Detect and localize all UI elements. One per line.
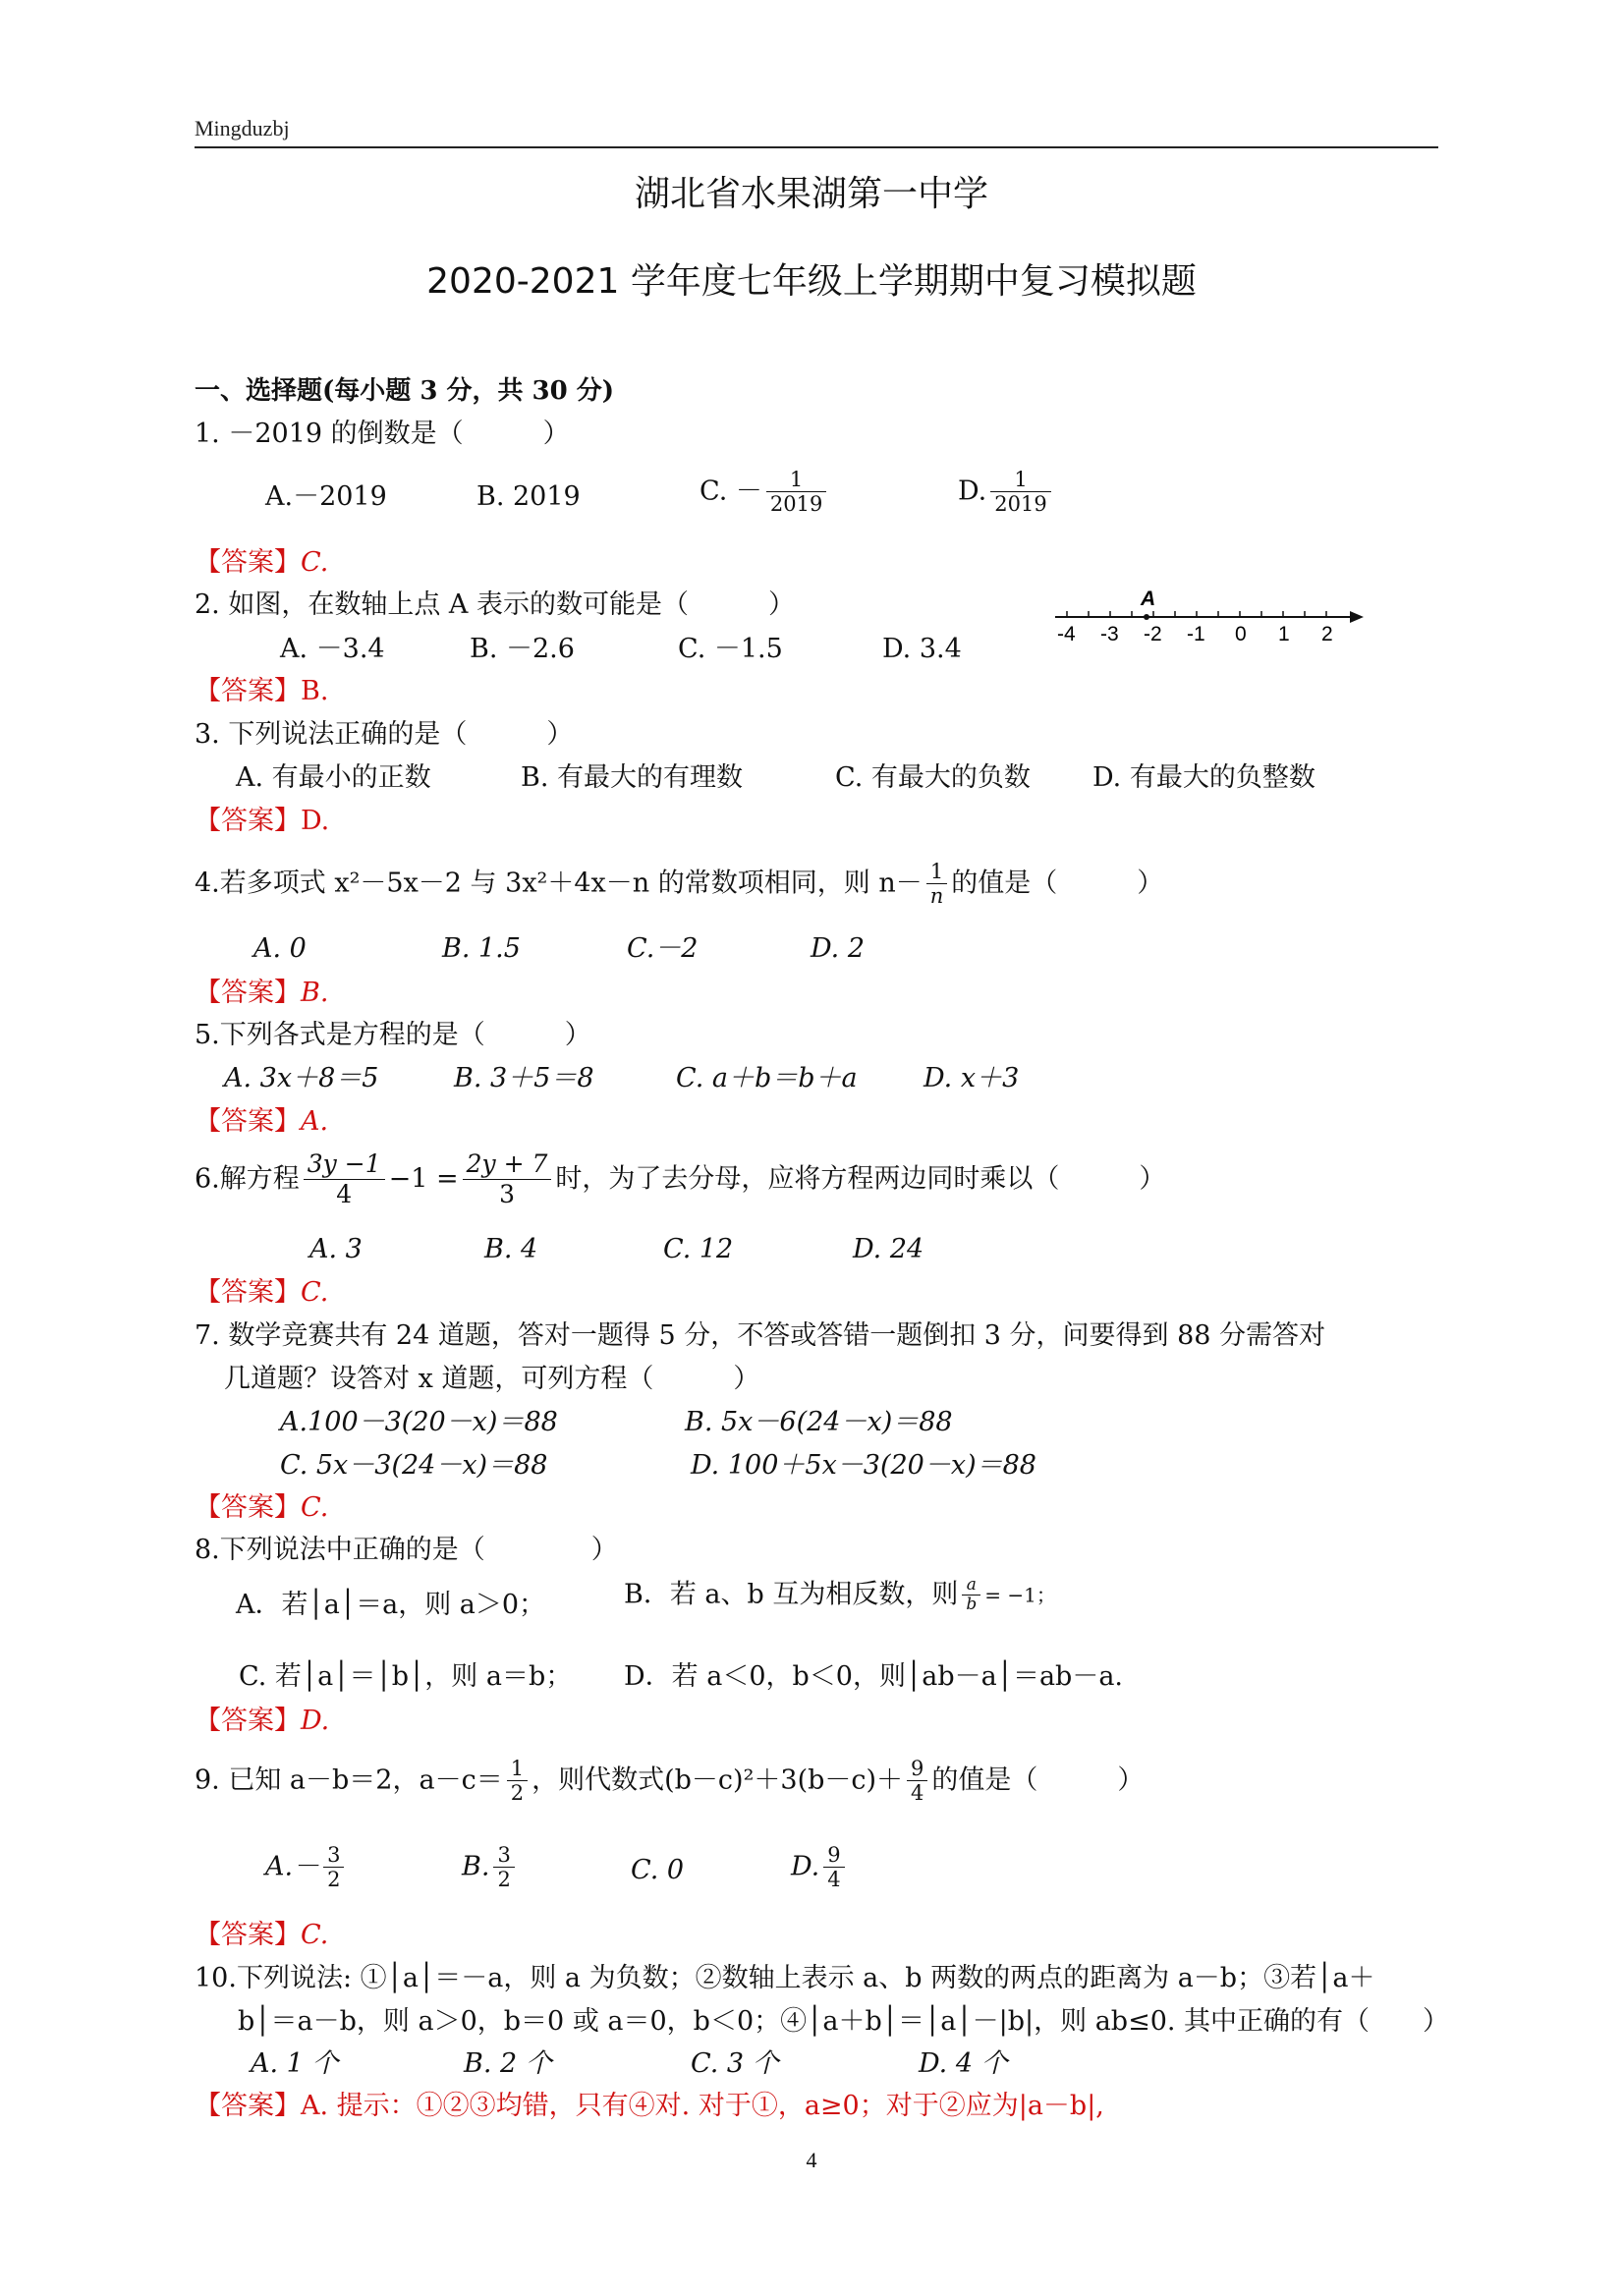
- q8-option-d: D．若 a＜0，b＜0，则│ab－a│＝ab－a.: [624, 1661, 1124, 1692]
- answer-tag: 【答案】: [195, 1492, 301, 1523]
- q6-mid: −1 =: [388, 1163, 459, 1195]
- q3-option-c: C. 有最大的负数: [835, 762, 1031, 793]
- q4-option-c: C.－2: [627, 933, 699, 964]
- q10-option-c: C. 3 个: [691, 2048, 779, 2079]
- q9-option-b-pre: B.: [462, 1851, 490, 1882]
- q5-option-b: B. 3＋5＝8: [454, 1063, 594, 1093]
- q9-answer: [195, 1920, 328, 1951]
- q8-option-b-post: = −1；: [984, 1583, 1056, 1607]
- q4-numerator: 1: [929, 860, 944, 883]
- answer-tag: 【答案】: [195, 2091, 301, 2121]
- q8-option-b-fraction: [962, 1576, 980, 1614]
- answer-value: D.: [301, 1706, 330, 1736]
- q1-d-numerator: 1: [1014, 468, 1028, 491]
- answer-value: C.: [301, 1920, 329, 1950]
- q6-rhs-fraction: [463, 1149, 552, 1209]
- q5-option-d: D. x＋3: [923, 1063, 1020, 1093]
- q7-option-d: D. 100＋5x－3(20－x)＝88: [691, 1450, 1036, 1481]
- number-line-tick-label: 0: [1235, 623, 1247, 645]
- number-line-tick-label: -3: [1100, 623, 1119, 645]
- q2-stem: 2. 如图，在数轴上点 A 表示的数可能是（ ）: [195, 589, 796, 620]
- number-line-tick-label: 2: [1321, 623, 1333, 645]
- q9-stem: [195, 1757, 1144, 1805]
- q7-stem-line2: 几道题？设答对 x 道题，可列方程（ ）: [224, 1364, 760, 1394]
- q6-lhs-fraction: [304, 1149, 385, 1209]
- q7-option-c: C. 5x－3(24－x)＝88: [280, 1450, 548, 1481]
- answer-tag: 【答案】: [195, 1106, 301, 1137]
- answer-value: D.: [301, 806, 330, 836]
- q3-option-d: D. 有最大的负整数: [1092, 762, 1315, 793]
- q9-d-numerator: 9: [827, 1843, 841, 1867]
- q9-f1-numerator: 1: [510, 1757, 525, 1780]
- q9-f2-denominator: 4: [907, 1780, 927, 1805]
- answer-tag: 【答案】: [195, 676, 301, 706]
- q4-option-d: D. 2: [811, 933, 866, 964]
- number-line-tick-label: -2: [1144, 623, 1162, 645]
- q4-option-a: A. 0: [253, 933, 307, 964]
- q6-option-c: C. 12: [663, 1234, 734, 1264]
- q4-answer: [195, 978, 328, 1009]
- q9-a-denominator: 2: [323, 1867, 344, 1891]
- q9-fraction-2: [907, 1757, 927, 1805]
- page-number: 4: [806, 2148, 817, 2172]
- q1-answer: [195, 547, 328, 579]
- q6-stem-pre: 6.解方程: [195, 1163, 300, 1195]
- answer-value: A.: [301, 1106, 329, 1137]
- answer-tag: 【答案】: [195, 547, 301, 578]
- header-brand: Mingduzbj: [195, 116, 290, 140]
- q10-stem-line1: 10.下列说法: ①│a│＝－a，则 a 为负数；②数轴上表示 a、b 两数的两点的距离为 a－b；③若│a＋: [195, 1963, 1375, 1993]
- header-rule: [195, 146, 1438, 148]
- q3-answer: [195, 806, 329, 837]
- q6-rhs-denominator: 3: [463, 1179, 552, 1209]
- q1-option-d-prefix: D.: [958, 476, 987, 507]
- q9-stem-post: 的值是（ ）: [931, 1764, 1145, 1796]
- q6-lhs-denominator: 4: [304, 1179, 385, 1209]
- q10-option-d: D. 4 个: [919, 2048, 1008, 2079]
- q9-stem-pre: 9. 已知 a－b＝2，a－c＝: [195, 1764, 503, 1796]
- q10-option-b: B. 2 个: [464, 2048, 552, 2079]
- q9-fraction-1: [507, 1757, 528, 1805]
- answer-value: C.: [301, 547, 329, 578]
- number-line-tick-label: -1: [1187, 623, 1205, 645]
- exam-title: 2020-2021 学年度七年级上学期期中复习模拟题: [426, 261, 1197, 302]
- number-line-arrow: [1350, 611, 1364, 623]
- q9-option-c: C. 0: [631, 1855, 685, 1885]
- q1-option-a: A.－2019: [265, 481, 387, 512]
- q9-option-d-fraction: [823, 1843, 844, 1891]
- q9-option-b-fraction: [493, 1843, 514, 1891]
- q9-option-a: [265, 1843, 348, 1891]
- q10-stem-line2: b│＝a－b，则 a＞0，b＝0 或 a＝0，b＜0；④│a＋b│＝│a│－|b|，则 ab≤0. 其中正确的有（ ）: [238, 2006, 1450, 2037]
- q8-option-a: A．若│a│＝a，则 a＞0；: [236, 1590, 546, 1620]
- answer-tag: 【答案】: [195, 978, 301, 1008]
- answer-value: B.: [301, 676, 329, 706]
- q1-option-c: [700, 468, 830, 516]
- q9-option-d-pre: D.: [791, 1851, 820, 1882]
- q6-lhs-numerator: 3y −1: [307, 1149, 381, 1178]
- q7-stem-line1: 7. 数学竞赛共有 24 道题，答对一题得 5 分，不答或答错一题倒扣 3 分，问要得到 88 分需答对: [195, 1320, 1326, 1351]
- q8-b-numerator: a: [966, 1575, 977, 1595]
- answer-value: C.: [301, 1492, 329, 1523]
- q8-stem: 8.下列说法中正确的是（ ）: [195, 1535, 618, 1565]
- q8-option-b: [624, 1576, 1056, 1614]
- q6-answer: [195, 1277, 328, 1309]
- school-title: 湖北省水果湖第一中学: [634, 174, 988, 214]
- q4-fraction: [926, 860, 948, 908]
- point-a-dot: [1144, 614, 1149, 620]
- answer-value: C.: [301, 1277, 329, 1308]
- q9-b-denominator: 2: [493, 1867, 514, 1891]
- q5-option-c: C. a＋b＝b＋a: [676, 1063, 858, 1093]
- answer-value: B.: [301, 978, 329, 1008]
- q8-b-denominator: b: [962, 1595, 980, 1614]
- q9-option-b: [462, 1843, 519, 1891]
- q8-answer: [195, 1706, 329, 1737]
- q4-stem: [195, 860, 1163, 908]
- q6-option-b: B. 4: [484, 1234, 538, 1264]
- q9-option-a-fraction: [323, 1843, 344, 1891]
- q9-f1-denominator: 2: [507, 1780, 528, 1805]
- q2-option-c: C. －1.5: [678, 634, 783, 664]
- q4-option-b: B. 1.5: [442, 933, 521, 964]
- q7-option-a: A.100－3(20－x)＝88: [280, 1407, 558, 1437]
- q2-option-a: A. －3.4: [280, 634, 385, 664]
- q9-option-d: [791, 1843, 849, 1891]
- q9-stem-mid: ，则代数式(b－c)²＋3(b－c)＋: [532, 1764, 904, 1796]
- q9-f2-numerator: 9: [911, 1757, 924, 1780]
- q8-option-c: C. 若│a│＝│b│，则 a＝b；: [239, 1661, 573, 1692]
- q5-answer: [195, 1106, 328, 1138]
- q3-option-b: B. 有最大的有理数: [521, 762, 744, 793]
- section-heading: 一、选择题(每小题 3 分，共 30 分): [195, 376, 615, 406]
- q2-option-d: D. 3.4: [882, 634, 962, 664]
- q1-d-denominator: 2019: [990, 491, 1050, 516]
- q7-answer: [195, 1492, 328, 1524]
- q8-option-b-pre: B．若 a、b 互为相反数，则: [624, 1579, 959, 1610]
- q1-c-denominator: 2019: [766, 491, 826, 516]
- q9-b-numerator: 3: [497, 1843, 511, 1867]
- q3-stem: 3. 下列说法正确的是（ ）: [195, 719, 574, 750]
- q9-option-a-pre: A.－: [265, 1851, 320, 1882]
- answer-value: A. 提示：①②③均错，只有④对. 对于①，a≥0；对于②应为|a－b|,: [301, 2091, 1104, 2121]
- answer-tag: 【答案】: [195, 806, 301, 836]
- q1-option-d-fraction: [990, 468, 1050, 516]
- q9-a-numerator: 3: [327, 1843, 341, 1867]
- q1-option-d: [958, 468, 1055, 516]
- point-a-label: A: [1141, 588, 1156, 610]
- q10-option-a: A. 1 个: [251, 2048, 339, 2079]
- q1-c-numerator: 1: [789, 468, 804, 491]
- q10-answer: [195, 2091, 1104, 2122]
- q6-rhs-numerator: 2y + 7: [466, 1149, 548, 1178]
- number-line-tick-label: 1: [1278, 623, 1290, 645]
- q4-stem-pre: 4.若多项式 x²－5x－2 与 3x²＋4x－n 的常数项相同，则 n－: [195, 868, 923, 899]
- q5-option-a: A. 3x＋8＝5: [224, 1063, 379, 1093]
- q2-answer: [195, 676, 328, 707]
- q5-stem: 5.下列各式是方程的是（ ）: [195, 1020, 591, 1050]
- q4-stem-post: 的值是（ ）: [951, 868, 1164, 899]
- q1-option-b: B. 2019: [476, 481, 581, 512]
- number-line-tick-label: -4: [1057, 623, 1076, 645]
- number-line-figure: [1051, 588, 1366, 646]
- q6-stem: [195, 1149, 1165, 1209]
- q6-option-a: A. 3: [309, 1234, 363, 1264]
- answer-tag: 【答案】: [195, 1706, 301, 1736]
- answer-tag: 【答案】: [195, 1277, 301, 1308]
- q7-option-b: B. 5x－6(24－x)＝88: [685, 1407, 953, 1437]
- q4-denominator: n: [926, 883, 948, 908]
- q1-option-c-prefix: C. －: [700, 476, 762, 507]
- q9-d-denominator: 4: [823, 1867, 844, 1891]
- q1-stem: 1. －2019 的倒数是（ ）: [195, 419, 570, 449]
- q2-option-b: B. －2.6: [470, 634, 575, 664]
- q1-option-c-fraction: [766, 468, 826, 516]
- q3-option-a: A. 有最小的正数: [236, 762, 431, 793]
- answer-tag: 【答案】: [195, 1920, 301, 1950]
- q6-stem-post: 时，为了去分母，应将方程两边同时乘以（ ）: [555, 1163, 1166, 1195]
- q6-option-d: D. 24: [853, 1234, 924, 1264]
